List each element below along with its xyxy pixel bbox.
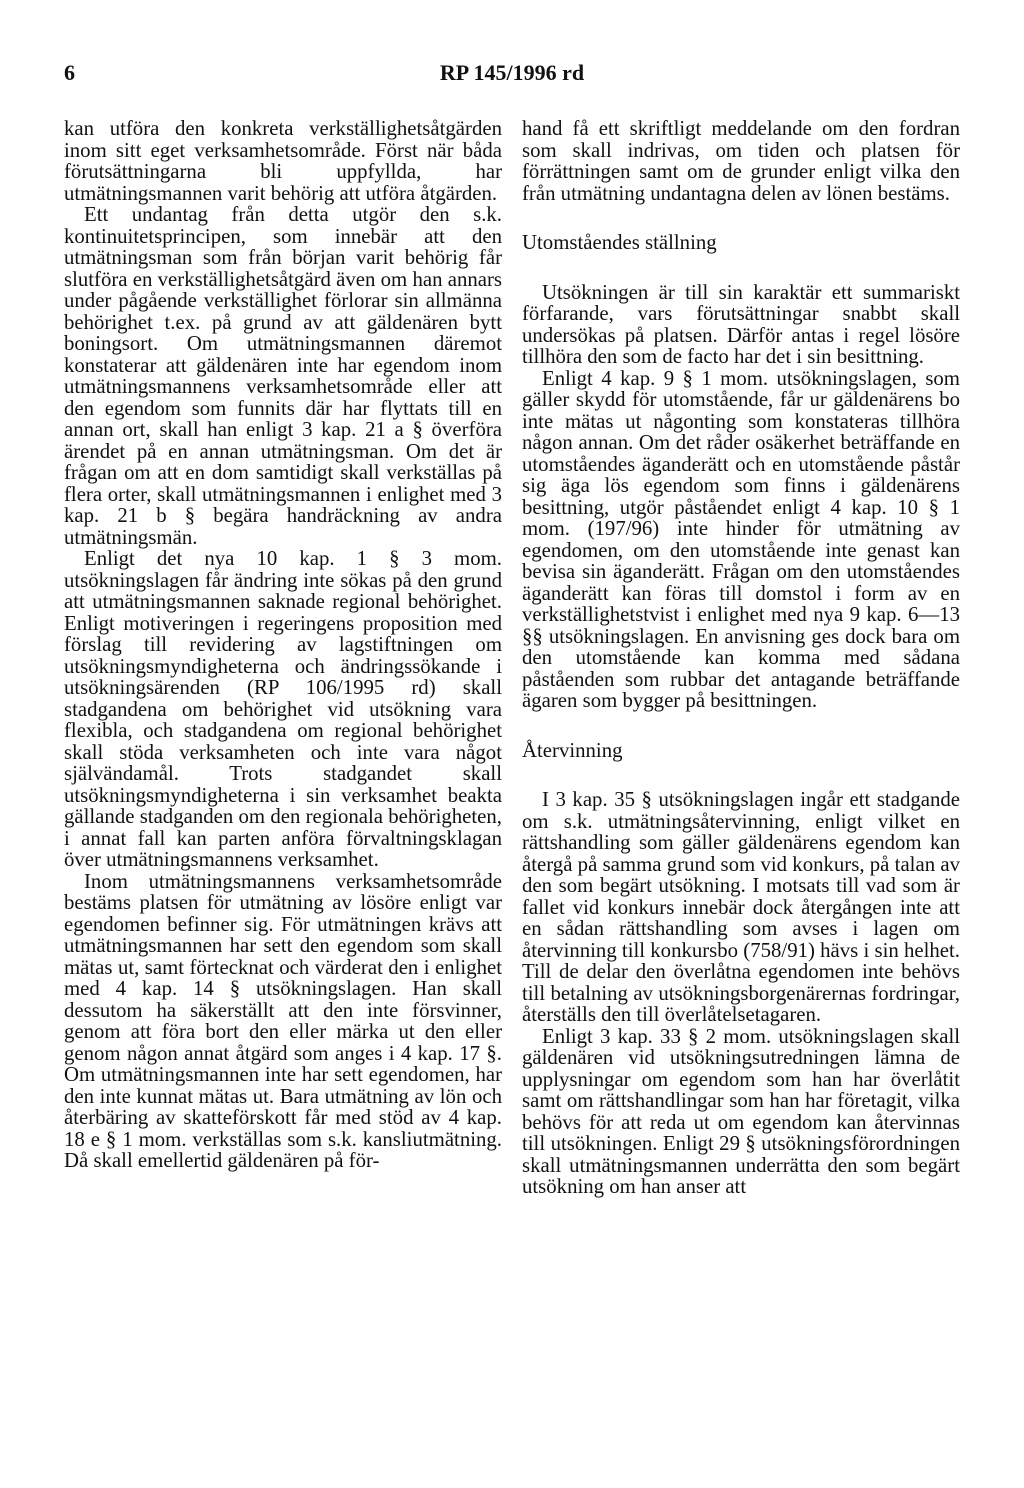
- paragraph: hand få ett skriftligt meddelande om den fordran som skall indrivas, om tiden och platsen för förrättningen samt om de grunder enligt vilka den från utmätning undantagna delen av lönen bestäms.: [522, 117, 960, 205]
- paragraph: kan utföra den konkreta verkställighetsåtgärden inom sitt eget verksamhetsområde. Först när båda förutsättningarna bli uppfyllda, har utmätningsmannen varit behörig att utföra åtgärden.: [64, 117, 502, 205]
- right-column: [522, 118, 960, 1198]
- section-heading: Återvinning: [522, 738, 623, 762]
- page-number: 6: [64, 60, 75, 85]
- paragraph: I 3 kap. 35 § utsökningslagen ingår ett stadgande om s.k. utmätningsåtervinning, enligt vilket en rättshandling som gäller gäldenärens egendom kan återgå på samma grund som vid konkurs, på talan av den som begärt utsökning. I motsats till vad som är fallet vid konkurs innebär dock återgången inte att en sådan rättshandling som avses i lagen om återvinning till konkursbo (758/91) hävs i sin helhet. Till de delar den överlåtna egendomen inte behövs till betalning av utsökningsborgenärernas fordringar, återställs den till överlåtelsetagaren.: [522, 788, 960, 1026]
- paragraph: Ett undantag från detta utgör den s.k. kontinuitetsprincipen, som innebär att den utmätningsman som från början varit behörig får slutföra en verkställighetsåtgärd även om han annars under pågående verkställighet förlorar sin allmänna behörighet t.ex. på grund av att gäldenären bytt boningsort. Om utmätningsmannen däremot konstaterar att gäldenären inte har egendom inom utmätningsmannens verksamhetsområde eller att den egendom som funnits där har flyttats till en annan ort, skall han enligt 3 kap. 21 a § överföra ärendet på en annan utmätningsman. Om det är frågan om att en dom samtidigt skall verkställas på flera orter, skall utmätningsmannen i enlighet med 3 kap. 21 b § begära handräckning av andra utmätningsmän.: [64, 203, 502, 549]
- running-head: RP 145/1996 rd: [439, 60, 585, 85]
- section-heading: Utomståendes ställning: [522, 231, 717, 254]
- left-column: [64, 118, 502, 1172]
- paragraph: Utsökningen är till sin karaktär ett summariskt förfarande, vars förutsättningar snabbt skall undersökas på platsen. Därför antas i regel lösöre tillhöra den som de facto har det i sin besittning.: [522, 280, 960, 368]
- paragraph: Inom utmätningsmannens verksamhetsområde bestäms platsen för utmätning av lösöre enligt var egendomen befinner sig. För utmätningen krävs att utmätningsmannen har sett den egendom som skall mätas ut, samt förtecknat och värderat den i enlighet med 4 kap. 14 § utsökningslagen. Han skall dessutom ha säkerställt att den inte försvinner, genom att föra bort den eller märka ut den eller genom någon annat åtgärd som anges i 4 kap. 17 §. Om utmätningsmannen inte har sett egendomen, har den inte kunnat mätas ut. Bara utmätning av lön och återbäring av skatteförskott får med stöd av 4 kap. 18 e § 1 mom. verkställas som s.k. kansliutmätning. Då skall emellertid gäldenären på för-: [64, 869, 502, 1172]
- paragraph: Enligt 4 kap. 9 § 1 mom. utsökningslagen, som gäller skydd för utomstående, får ur gäldenärens bo inte mätas ut någonting som konstateras tillhöra någon annan. Om det råder osäkerhet beträffande en utomståendes äganderätt och en utomstående påstår sig äga lös egendom som finns i gäldenärens besittning, utgör påståendet enligt 4 kap. 10 § 1 mom. (197/96) inte hinder för utmätning av egendomen, om den utomstående inte genast kan bevisa sin äganderätt. Frågan om den utomståendes äganderätt kan föras till domstol i form av en verkställighetstvist i enlighet med nya 9 kap. 6—13 §§ utsökningslagen. En anvisning ges dock bara om den utomstående kan komma med sådana påståenden som rubbar det antagande beträffande ägaren som bygger på besittningen.: [522, 366, 960, 712]
- paragraph: Enligt 3 kap. 33 § 2 mom. utsökningslagen skall gäldenären vid utsökningsutredningen lämna de upplysningar om egendom som han har överlåtit samt om rättshandlingar som han har företagit, vilka behövs för att reda ut om egendom kan återvinnas till utsökningen. Enligt 29 § utsökningsförordningen skall utmätningsmannen underrätta den som begärt utsökning om han anser att: [522, 1024, 960, 1198]
- paragraph: Enligt det nya 10 kap. 1 § 3 mom. utsökningslagen får ändring inte sökas på den grund att utmätningsmannen saknade regional behörighet. Enligt motiveringen i regeringens proposition med förslag till revidering av lagstiftningen om utsökningsmyndigheterna och ändringssökande i utsökningsärenden (RP 106/1995 rd) skall stadgandena om behörighet vid utsökning vara flexibla, och stadgandena om regional behörighet skall stöda verksamheten och inte vara något självändamål. Trots stadgandet skall utsökningsmyndigheterna i sin verksamhet beakta gällande stadganden om den regionala behörigheten, i annat fall kan parten anföra förvaltningsklagan över utmätningsmannens verksamhet.: [64, 547, 502, 871]
